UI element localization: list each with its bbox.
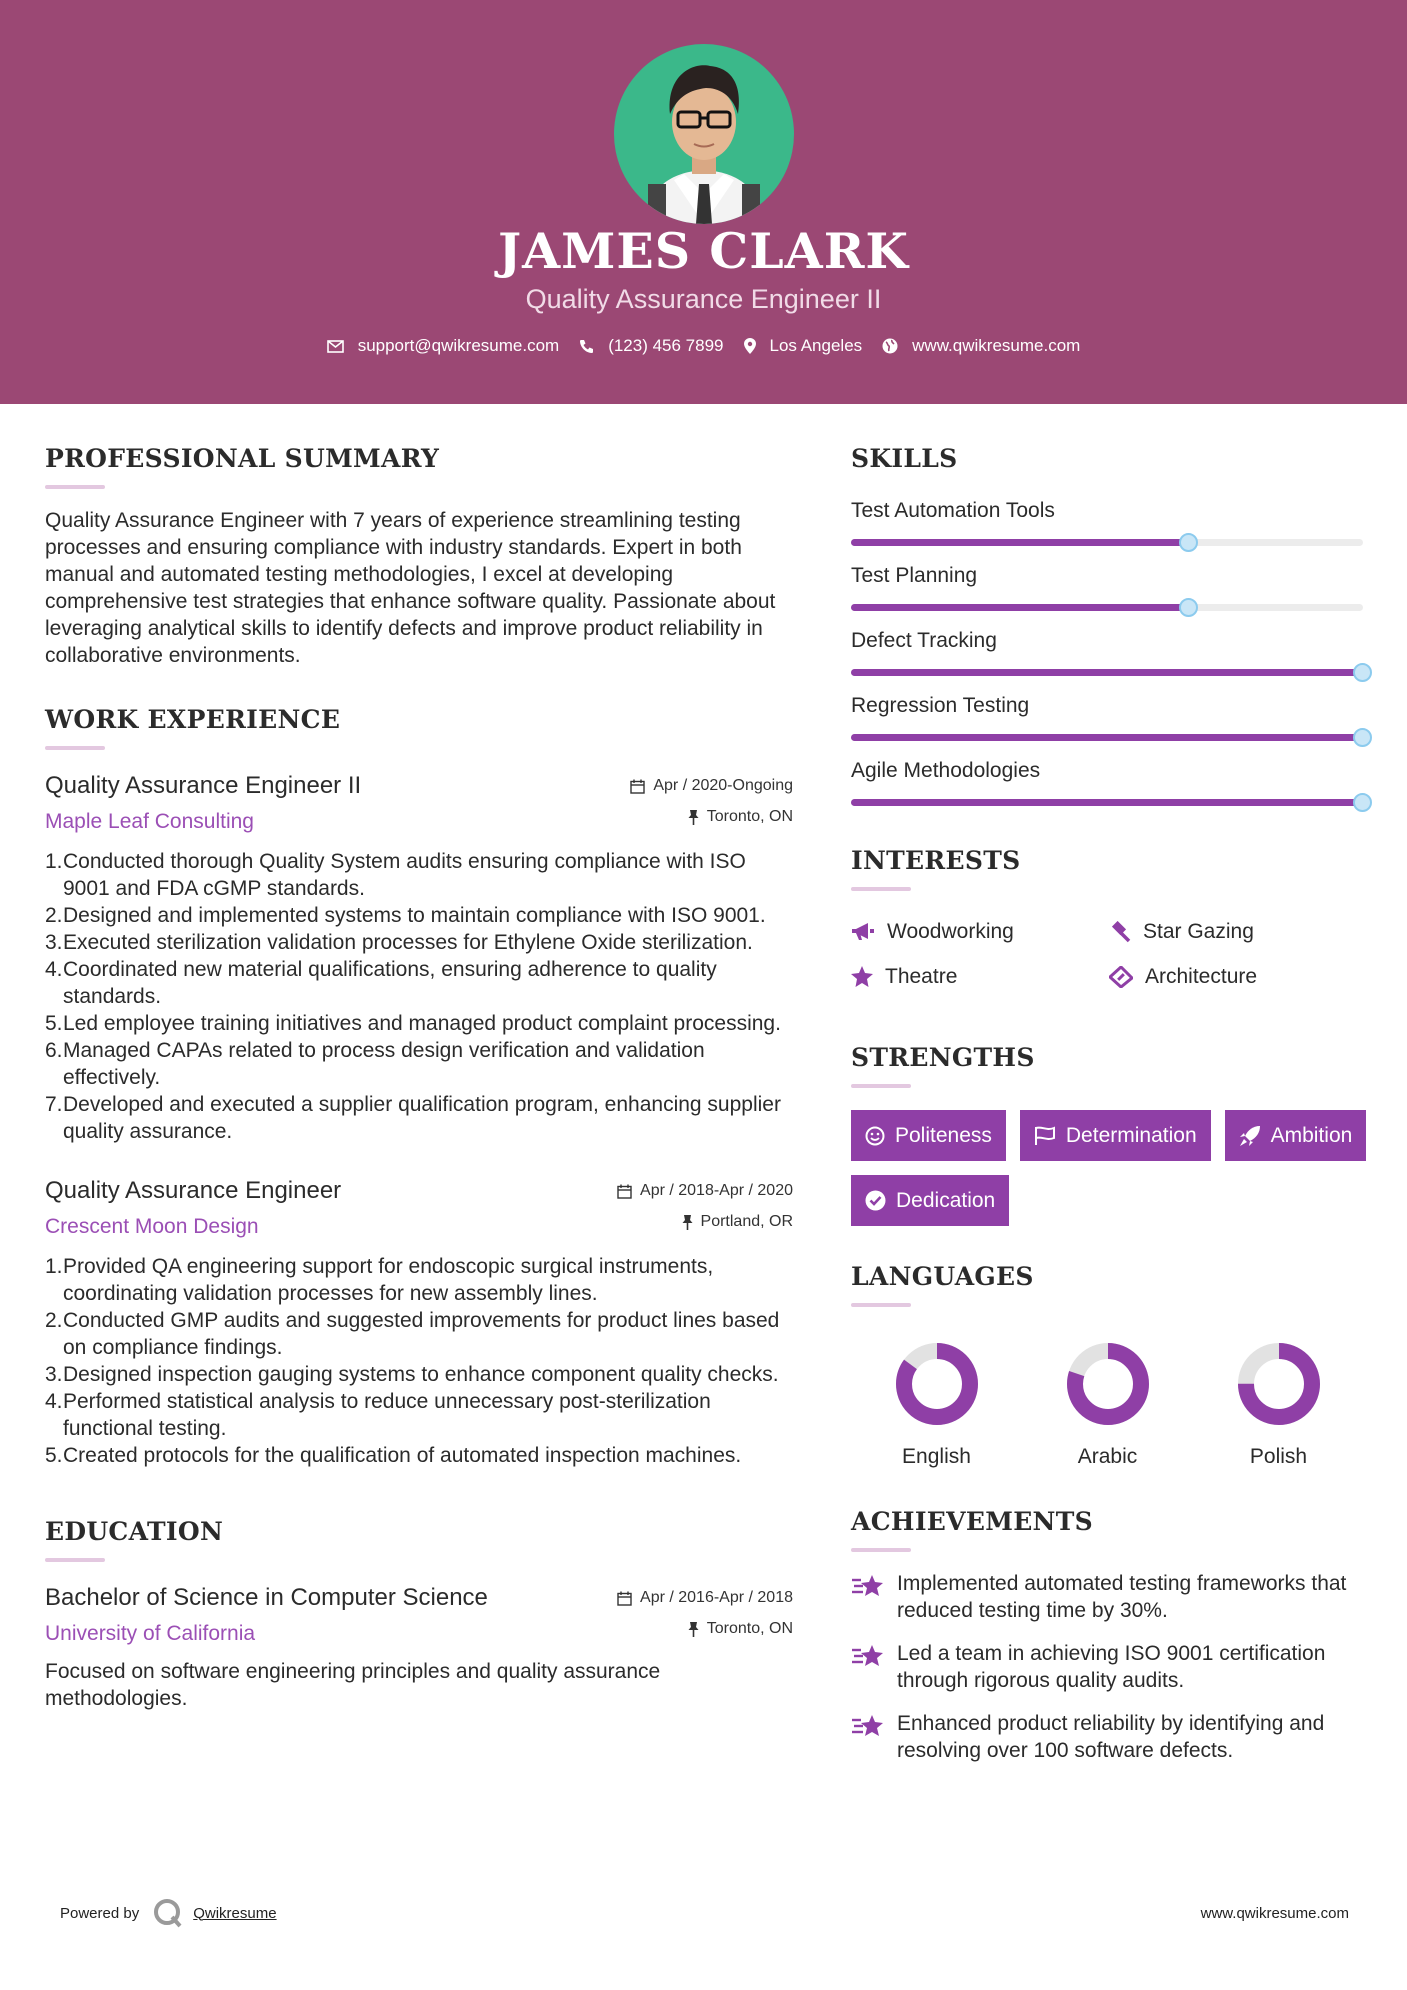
rocket-icon bbox=[1239, 1125, 1261, 1147]
job-location: Portland, OR bbox=[700, 1213, 793, 1230]
job-company: Crescent Moon Design bbox=[45, 1215, 259, 1238]
skill-bar bbox=[851, 799, 1363, 806]
list-item: 4. Performed statistical analysis to reduce unnecessary post-sterilization functional testing. bbox=[45, 1390, 711, 1440]
skill-name: Defect Tracking bbox=[851, 629, 997, 652]
list-item: 1. Provided QA engineering support for endoscopic surgical instruments, coordinating validation processes for new assembly lines. bbox=[45, 1255, 714, 1305]
list-item: 7. Developed and executed a supplier qualification program, enhancing supplier quality assurance. bbox=[45, 1093, 781, 1143]
contact-email-text: support@qwikresume.com bbox=[357, 336, 560, 355]
section-underline bbox=[45, 746, 105, 750]
calendar-icon bbox=[617, 1184, 632, 1199]
interest-item: Architecture bbox=[1109, 954, 1367, 999]
shooting-star-icon bbox=[851, 1572, 885, 1600]
pin-icon bbox=[688, 810, 699, 825]
strengths-section bbox=[851, 1043, 1367, 1226]
skill-name: Regression Testing bbox=[851, 694, 1030, 717]
interests-section bbox=[851, 846, 1367, 999]
contact-email[interactable] bbox=[327, 336, 560, 356]
language-donut bbox=[1236, 1341, 1322, 1427]
job-title: Quality Assurance Engineer bbox=[45, 1177, 342, 1204]
candidate-title: Quality Assurance Engineer II bbox=[525, 284, 882, 314]
check-circle-icon bbox=[865, 1190, 886, 1211]
list-item: 3. Executed sterilization validation processes for Ethylene Oxide sterilization. bbox=[45, 931, 753, 954]
qwikresume-link[interactable]: Qwikresume bbox=[193, 1904, 277, 1922]
skill-item bbox=[851, 499, 1367, 546]
job-meta bbox=[630, 776, 793, 827]
job-meta bbox=[617, 1181, 793, 1232]
strength-badge: Dedication bbox=[851, 1175, 1009, 1226]
experience-section bbox=[45, 705, 793, 1469]
list-item: 4. Coordinated new material qualifications, ensuring adherence to quality standards. bbox=[45, 958, 717, 1008]
skill-item bbox=[851, 629, 1367, 676]
flag-icon bbox=[1034, 1126, 1056, 1146]
skill-bar-knob bbox=[1353, 793, 1372, 812]
globe-icon bbox=[882, 338, 898, 354]
job-entry bbox=[45, 1177, 793, 1469]
shooting-star-icon bbox=[851, 1712, 885, 1740]
section-title: STRENGTHS bbox=[851, 1043, 1035, 1072]
list-item: 2. Designed and implemented systems to maintain compliance with ISO 9001. bbox=[45, 904, 766, 927]
contact-bar bbox=[0, 336, 1407, 356]
interests-list bbox=[851, 909, 1367, 999]
language-item bbox=[1022, 1341, 1193, 1469]
language-name: Arabic bbox=[1077, 1445, 1138, 1468]
achievements-list bbox=[851, 1570, 1367, 1764]
language-item bbox=[1193, 1341, 1364, 1469]
gavel-icon bbox=[1109, 921, 1131, 943]
skill-name: Agile Methodologies bbox=[851, 759, 1041, 782]
skill-bar bbox=[851, 669, 1363, 676]
education-meta bbox=[617, 1588, 793, 1639]
map-marker-icon bbox=[744, 338, 756, 354]
languages-section bbox=[851, 1262, 1367, 1469]
skill-name: Test Planning bbox=[851, 564, 978, 587]
footer-powered-by bbox=[60, 1898, 277, 1928]
section-title: WORK EXPERIENCE bbox=[45, 705, 341, 734]
list-item: 5. Led employee training initiatives and managed product complaint processing. bbox=[45, 1012, 781, 1035]
candidate-name: JAMES CLARK bbox=[497, 222, 909, 280]
summary-section bbox=[45, 444, 793, 669]
summary-text: Quality Assurance Engineer with 7 years of experience streamlining testing processes and ensuring compliance with industry standards. Expert in both manual and automated testing methodologies, I excel at developing comprehensive test strategies that enhance software quality. Passionate about leveraging analytical skills to identify defects and improve product reliability in collaborative environments. bbox=[45, 509, 776, 667]
skill-item bbox=[851, 694, 1367, 741]
calendar-icon bbox=[617, 1591, 632, 1606]
interest-item: Star Gazing bbox=[1109, 909, 1367, 954]
language-donut bbox=[894, 1341, 980, 1427]
resume-header bbox=[0, 0, 1407, 404]
right-column bbox=[851, 404, 1367, 1764]
pin-icon bbox=[688, 1622, 699, 1637]
strength-badge: Ambition bbox=[1225, 1110, 1367, 1161]
degree-title: Bachelor of Science in Computer Science bbox=[45, 1584, 488, 1611]
job-dates: Apr / 2020-Ongoing bbox=[653, 777, 793, 794]
education-location: Toronto, ON bbox=[706, 1620, 793, 1637]
skill-bar bbox=[851, 734, 1363, 741]
strength-badge: Determination bbox=[1020, 1110, 1211, 1161]
skill-item bbox=[851, 564, 1367, 611]
skills-list bbox=[851, 499, 1367, 806]
skill-bar-fill bbox=[851, 734, 1363, 741]
profile-photo bbox=[614, 44, 794, 224]
strength-badge: Politeness bbox=[851, 1110, 1006, 1161]
education-dates: Apr / 2016-Apr / 2018 bbox=[640, 1589, 793, 1606]
skill-bar-fill bbox=[851, 539, 1189, 546]
achievement-item: Enhanced product reliability by identifying and resolving over 100 software defects. bbox=[851, 1710, 1367, 1764]
skill-bar-knob bbox=[1179, 533, 1198, 552]
contact-location bbox=[744, 336, 863, 356]
job-location: Toronto, ON bbox=[706, 808, 793, 825]
job-company: Maple Leaf Consulting bbox=[45, 810, 254, 833]
job-bullets bbox=[45, 1253, 793, 1469]
section-underline bbox=[851, 1084, 911, 1088]
contact-website[interactable] bbox=[882, 336, 1080, 356]
envelope-icon bbox=[327, 340, 344, 353]
contact-phone[interactable] bbox=[579, 336, 723, 356]
skill-bar-knob bbox=[1353, 728, 1372, 747]
left-column bbox=[45, 404, 793, 1712]
skill-bar-knob bbox=[1179, 598, 1198, 617]
interest-item: Woodworking bbox=[851, 909, 1109, 954]
pin-icon bbox=[682, 1215, 693, 1230]
language-item bbox=[851, 1341, 1022, 1469]
achievement-item: Led a team in achieving ISO 9001 certification through rigorous quality audits. bbox=[851, 1640, 1367, 1694]
list-item: 5. Created protocols for the qualification of automated inspection machines. bbox=[45, 1444, 742, 1467]
skill-bar-fill bbox=[851, 604, 1189, 611]
job-bullets bbox=[45, 848, 793, 1145]
skill-item bbox=[851, 759, 1367, 806]
footer-website[interactable]: www.qwikresume.com bbox=[1200, 1905, 1349, 1922]
skill-bar-knob bbox=[1353, 663, 1372, 682]
job-entry bbox=[45, 772, 793, 1145]
achievements-section bbox=[851, 1507, 1367, 1764]
section-underline bbox=[851, 1548, 911, 1552]
bullhorn-icon bbox=[851, 922, 875, 942]
skill-name: Test Automation Tools bbox=[851, 499, 1055, 522]
phone-icon bbox=[579, 339, 594, 354]
section-title: LANGUAGES bbox=[851, 1262, 1034, 1291]
skill-bar-fill bbox=[851, 669, 1363, 676]
language-name: English bbox=[902, 1445, 971, 1468]
section-title: INTERESTS bbox=[851, 846, 1021, 875]
list-item: 6. Managed CAPAs related to process design verification and validation effectively. bbox=[45, 1039, 705, 1089]
ticket-icon bbox=[1109, 966, 1133, 988]
job-dates: Apr / 2018-Apr / 2020 bbox=[640, 1182, 793, 1199]
list-item: 2. Conducted GMP audits and suggested improvements for product lines based on compliance findings. bbox=[45, 1309, 780, 1359]
language-donut bbox=[1065, 1341, 1151, 1427]
section-title: EDUCATION bbox=[45, 1517, 224, 1546]
list-item: 1. Conducted thorough Quality System audits ensuring compliance with ISO 9001 and FDA cGMP standards. bbox=[45, 850, 746, 900]
language-name: Polish bbox=[1249, 1445, 1308, 1468]
star-icon bbox=[851, 966, 873, 987]
contact-website-text: www.qwikresume.com bbox=[912, 336, 1081, 355]
education-description: Focused on software engineering principles and quality assurance methodologies. bbox=[45, 1660, 661, 1710]
section-underline bbox=[851, 887, 911, 891]
strengths-list bbox=[851, 1110, 1367, 1226]
qwikresume-logo-icon bbox=[153, 1898, 183, 1928]
section-underline bbox=[45, 485, 105, 489]
skills-section bbox=[851, 444, 1367, 806]
education-entry bbox=[45, 1584, 793, 1712]
achievement-item: Implemented automated testing frameworks that reduced testing time by 30%. bbox=[851, 1570, 1367, 1624]
section-title: ACHIEVEMENTS bbox=[851, 1507, 1093, 1536]
contact-location-text: Los Angeles bbox=[769, 336, 863, 355]
interest-item: Theatre bbox=[851, 954, 1109, 999]
skill-bar-fill bbox=[851, 799, 1363, 806]
section-underline bbox=[45, 1558, 105, 1562]
list-item: 3. Designed inspection gauging systems to enhance component quality checks. bbox=[45, 1363, 779, 1386]
skill-bar bbox=[851, 604, 1363, 611]
section-title: SKILLS bbox=[851, 444, 958, 473]
shooting-star-icon bbox=[851, 1642, 885, 1670]
powered-by-label: Powered by bbox=[60, 1904, 140, 1922]
job-title: Quality Assurance Engineer II bbox=[45, 772, 362, 799]
education-section bbox=[45, 1517, 793, 1712]
contact-phone-text: (123) 456 7899 bbox=[608, 336, 724, 355]
smile-icon bbox=[865, 1126, 885, 1146]
languages-list bbox=[851, 1341, 1367, 1469]
calendar-icon bbox=[630, 779, 645, 794]
skill-bar bbox=[851, 539, 1363, 546]
section-title: PROFESSIONAL SUMMARY bbox=[45, 444, 440, 473]
school-name: University of California bbox=[45, 1622, 256, 1645]
section-underline bbox=[851, 1303, 911, 1307]
